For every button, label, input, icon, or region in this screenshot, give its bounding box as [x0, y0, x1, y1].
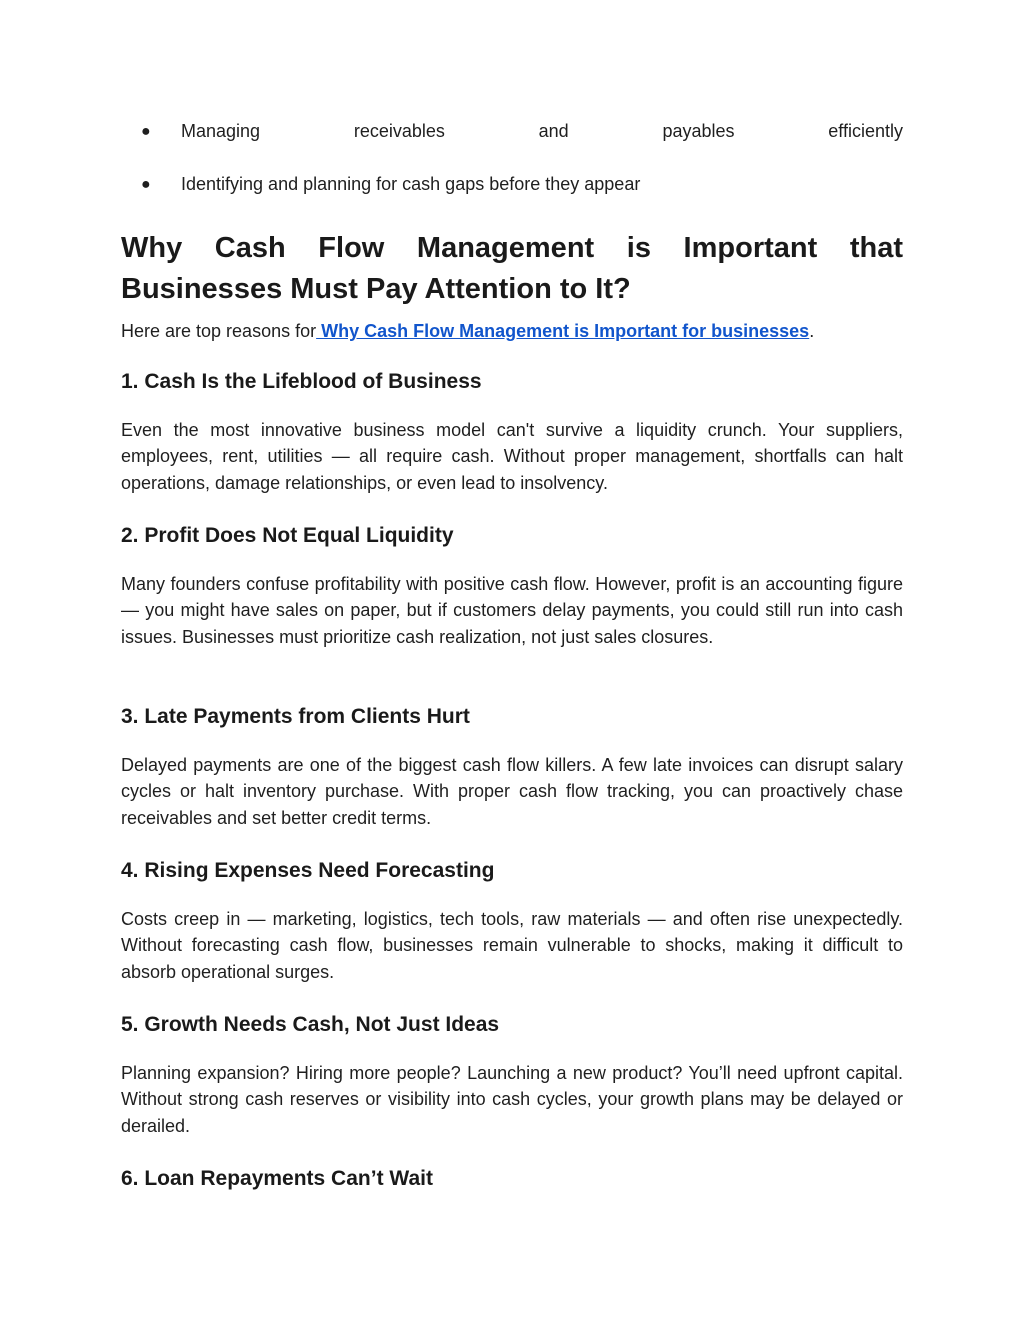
section-6	[121, 1164, 903, 1194]
section-title: 5. Growth Needs Cash, Not Just Ideas	[121, 1013, 500, 1036]
bullet-icon: ●	[141, 176, 151, 193]
list-item	[121, 171, 903, 198]
section-2	[121, 521, 903, 650]
section-body: Even the most innovative business model can't survive a liquidity crunch. Your suppliers, employees, rent, utilities — all require cash. Without proper management, shortfalls can halt operations, damage relationships, or even lead to insolvency.	[121, 420, 903, 493]
section-title: 3. Late Payments from Clients Hurt	[121, 705, 470, 728]
section-title: 4. Rising Expenses Need Forecasting	[121, 859, 495, 882]
section-body: Costs creep in — marketing, logistics, tech tools, raw materials — and often rise unexpectedly. Without forecasting cash flow, businesses remain vulnerable to shocks, making it difficult to absorb operational surges.	[121, 909, 903, 982]
intro-paragraph	[121, 318, 903, 344]
bullet-text: Identifying and planning for cash gaps before they appear	[181, 174, 641, 194]
intro-suffix: .	[809, 321, 815, 341]
section-3	[121, 702, 903, 831]
section-body: Delayed payments are one of the biggest cash flow killers. A few late invoices can disrupt salary cycles or halt inventory purchase. With proper cash flow tracking, you can proactively chase receivables and set better credit terms.	[121, 755, 903, 828]
intro-link[interactable]: Why Cash Flow Management is Important for businesses	[316, 321, 810, 341]
section-4	[121, 856, 903, 985]
list-item	[121, 118, 903, 145]
bullet-text: Managing receivables and payables efficiently	[181, 121, 903, 141]
section-title: 6. Loan Repayments Can’t Wait	[121, 1167, 433, 1190]
section-1	[121, 367, 903, 496]
bullet-icon: ●	[141, 123, 151, 140]
page-heading: Why Cash Flow Management is Important that Businesses Must Pay Attention to It?	[121, 232, 903, 305]
intro-prefix: Here are top reasons for	[121, 321, 317, 341]
section-body: Many founders confuse profitability with positive cash flow. However, profit is an accounting figure — you might have sales on paper, but if customers delay payments, you could still run into cash issues. Businesses must prioritize cash realization, not just sales closures.	[121, 574, 903, 647]
bullet-list	[121, 118, 903, 198]
section-body: Planning expansion? Hiring more people? Launching a new product? You’ll need upfront capital. Without strong cash reserves or visibility into cash cycles, your growth plans may be delayed or derailed.	[121, 1063, 903, 1136]
section-5	[121, 1010, 903, 1139]
section-title: 1. Cash Is the Lifeblood of Business	[121, 370, 482, 393]
section-title: 2. Profit Does Not Equal Liquidity	[121, 524, 454, 547]
